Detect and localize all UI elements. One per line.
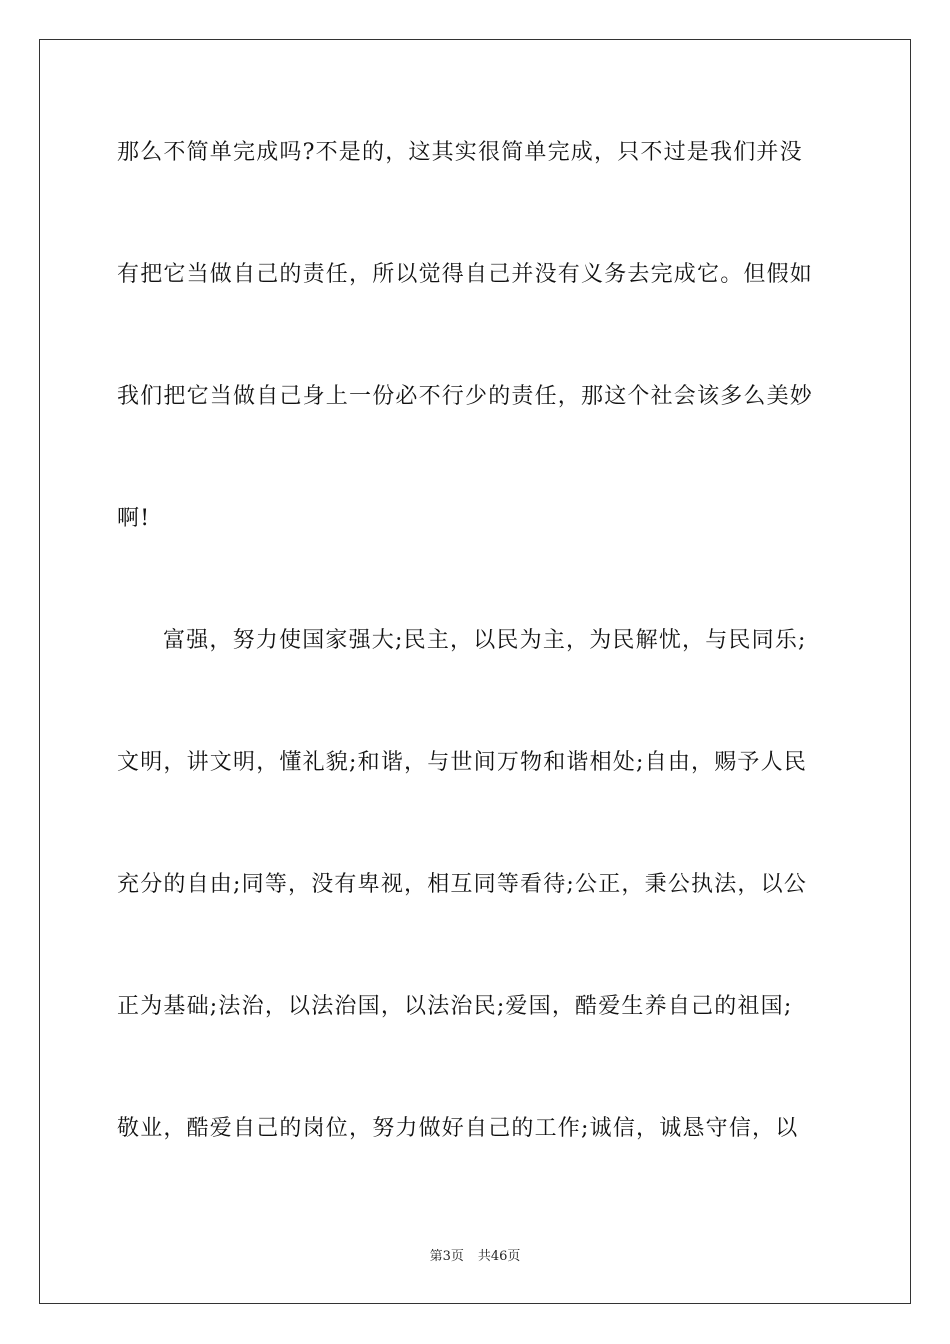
text-line-3: 我们把它当做自己身上一份必不行少的责任，那这个社会该多么美妙 [117,384,814,409]
text-line-9: 敬业，酷爱自己的岗位，努力做好自己的工作;诚信，诚恳守信，以 [117,1116,799,1141]
text-line-5-paragraph-start: 富强，努力使国家强大;民主，以民为主，为民解忧，与民同乐; [163,628,807,653]
text-line-6: 文明，讲文明，懂礼貌;和谐，与世间万物和谐相处;自由，赐予人民 [117,750,808,775]
text-line-8: 正为基础;法治，以法治国，以法治民;爱国，酷爱生养自己的祖国; [117,994,793,1019]
page-total: 共46页 [477,1249,521,1264]
page-footer [0,1248,950,1266]
text-line-7: 充分的自由;同等，没有卑视，相互同等看待;公正，秉公执法，以公 [117,872,808,897]
text-line-1: 那么不简单完成吗?不是的，这其实很简单完成，只不过是我们并没 [117,140,803,165]
page-number: 第3页 [429,1249,464,1264]
text-line-4: 啊! [117,506,151,531]
text-line-2: 有把它当做自己的责任，所以觉得自己并没有义务去完成它。但假如 [117,262,814,287]
